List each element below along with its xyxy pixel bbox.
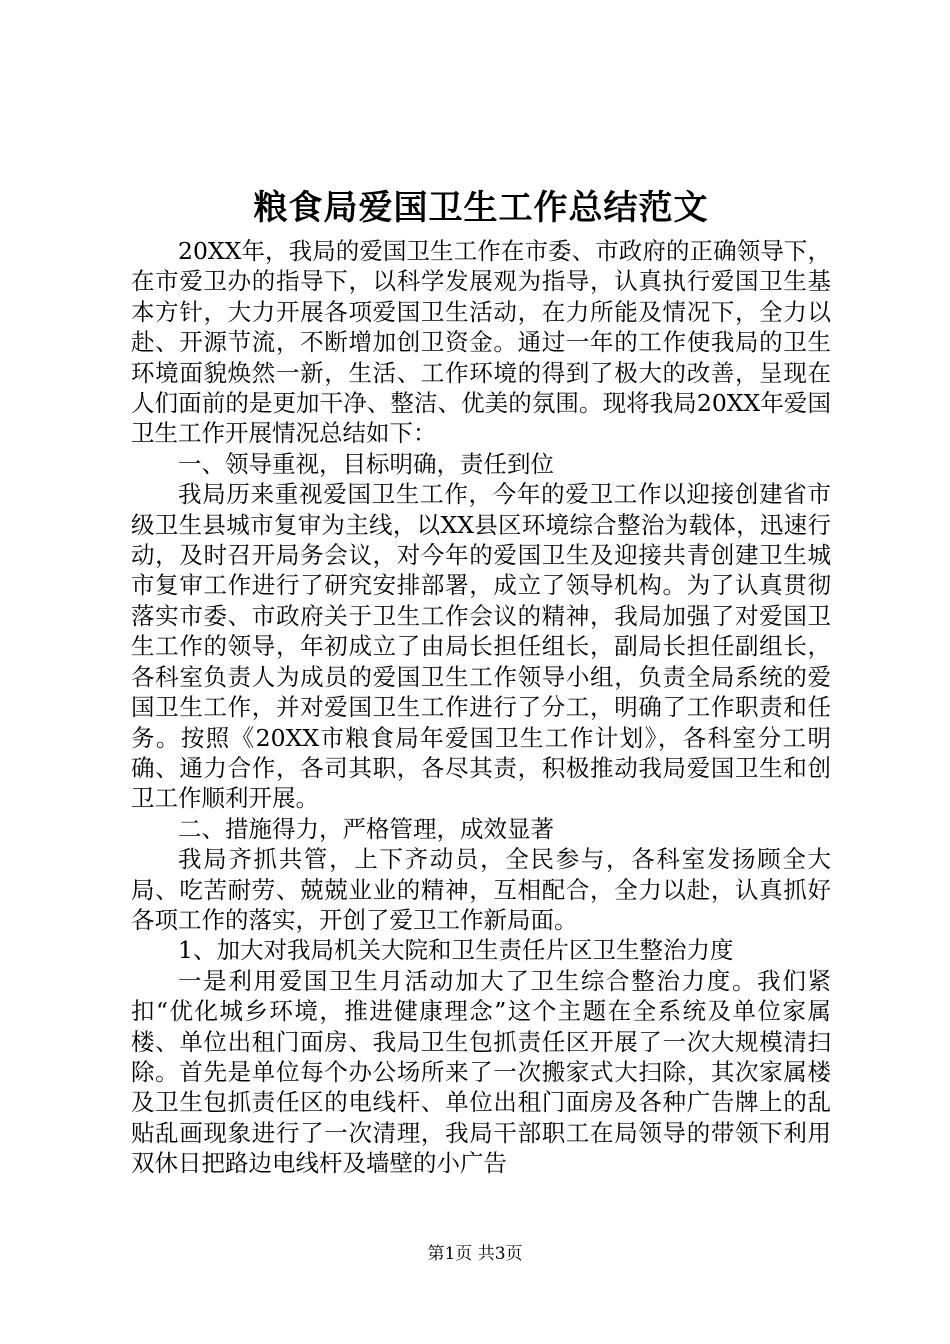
document-page: [131, 180, 831, 1179]
paragraph-intro: 20XX年，我局的爱国卫生工作在市委、市政府的正确领导下，在市爱卫办的指导下，以科学发展观为指导，认真执行爱国卫生基本方针，大力开展各项爱国卫生活动，在力所能及情况下，全力以赴、开源节流，不断增加创卫资金。通过一年的工作使我局的卫生环境面貌焕然一新，生活、工作环境的得到了极大的改善，呈现在人们面前的是更加干净、整洁、优美的氛围。现将我局20XX年爱国卫生工作开展情况总结如下：: [131, 237, 831, 448]
paragraph-subsection-1: 一是利用爱国卫生月活动加大了卫生综合整治力度。我们紧扣“优化城乡环境，推进健康理念”这个主题在全系统及单位家属楼、单位出租门面房、我局卫生包抓责任区开展了一次大规模清扫除。首先是单位每个办公场所来了一次搬家式大扫除，其次家属楼及卫生包抓责任区的电线杆、单位出租门面房及各种广告牌上的乱贴乱画现象进行了一次清理，我局干部职工在局领导的带领下利用双休日把路边电线杆及墙壁的小广告: [131, 966, 831, 1178]
paragraph-section-2: 我局齐抓共管，上下齐动员，全民参与，各科室发扬顾全大局、吃苦耐劳、兢兢业业的精神，互相配合，全力以赴，认真抓好各项工作的落实，开创了爱卫工作新局面。: [131, 845, 831, 934]
section-heading-1: 一、领导重视，目标明确，责任到位: [178, 449, 554, 478]
page-footer: 第1页 共3页: [427, 1244, 523, 1264]
document-body: [131, 236, 831, 1179]
section-heading-2: 二、措施得力，严格管理，成效显著: [178, 814, 554, 843]
paragraph-section-1: 我局历来重视爱国卫生工作，今年的爱卫工作以迎接创建省市级卫生县城市复审为主线，以XX县区环境综合整治为载体，迅速行动，及时召开局务会议，对今年的爱国卫生及迎接共青创建卫生城市复审工作进行了研究安排部署，成立了领导机构。为了认真贯彻落实市委、市政府关于卫生工作会议的精神，我局加强了对爱国卫生工作的领导，年初成立了由局长担任组长，副局长担任副组长，各科室负责人为成员的爱国卫生工作领导小组，负责全局系统的爱国卫生工作，并对爱国卫生工作进行了分工，明确了工作职责和任务。按照《20XX市粮食局年爱国卫生工作计划》，各科室分工明确、通力合作，各司其职，各尽其责，积极推动我局爱国卫生和创卫工作顺利开展。: [131, 480, 831, 813]
subsection-heading-1: 1、加大对我局机关大院和卫生责任片区卫生整治力度: [178, 936, 734, 965]
document-title: 粮食局爱国卫生工作总结范文: [253, 188, 709, 228]
